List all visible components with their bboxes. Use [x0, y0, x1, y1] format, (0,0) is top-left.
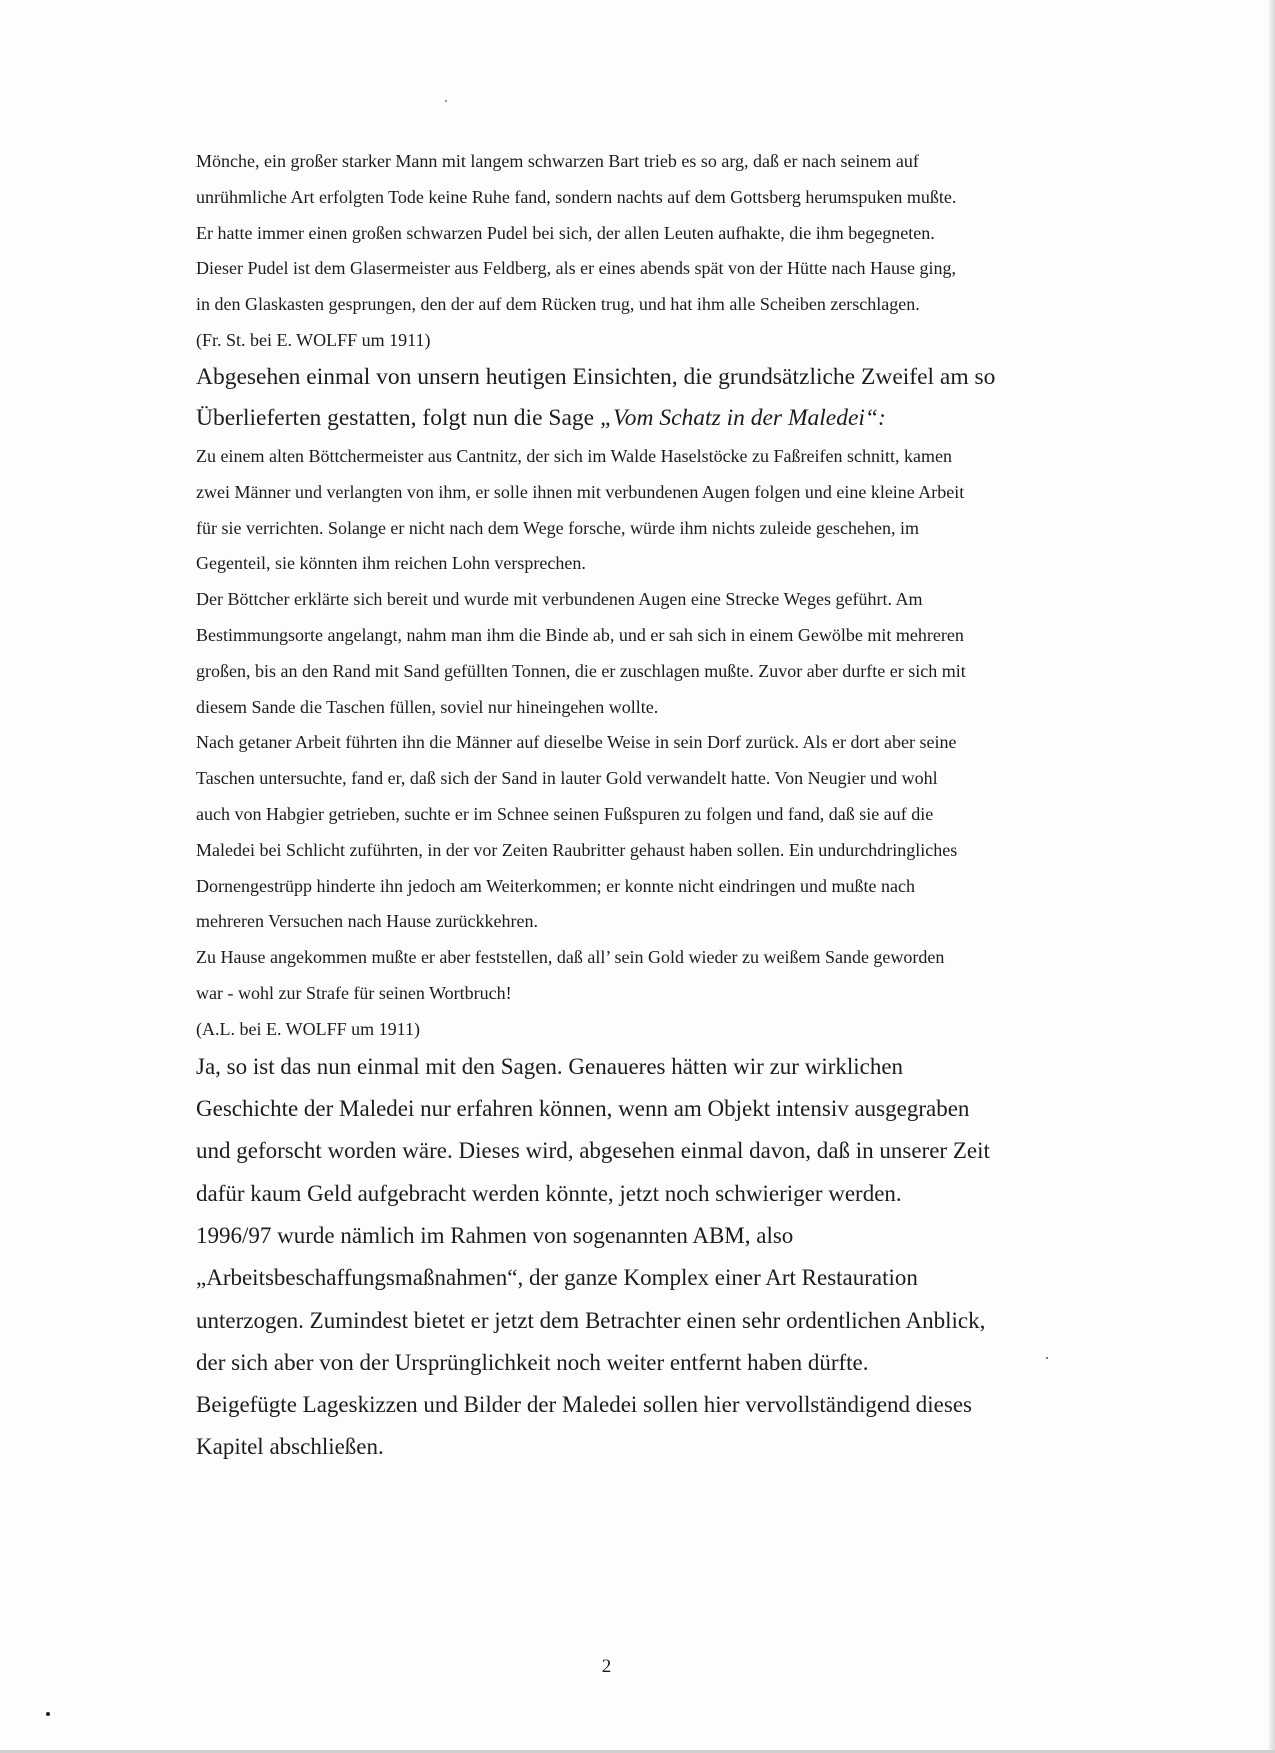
tale-paragraph: Zu Hause angekommen mußte er aber feststellen, daß all’ sein Gold wieder zu weißem Sande geworden war - wohl zur Strafe für seinen Wortbruch! [196, 947, 945, 1003]
scan-speck [445, 100, 447, 102]
transition-line [196, 398, 1096, 439]
tale-title: „Vom Schatz in der Maledei“: [599, 404, 886, 431]
closing-paragraph: Ja, so ist das nun einmal mit den Sagen. Genaueres hätten wir zur wirklichen Geschichte der Maledei nur erfahren können, wenn am Objekt intensiv ausgegraben und geforscht worden wäre. Dieses wird, abgesehen einmal davon, daß in unserer Zeit dafür kaum Geld aufgebracht werden könnte, jetzt noch schwieriger werden. 1996/97 wurde nämlich im Rahmen von sogenannten ABM, also „Arbeitsbeschaffungsmaßnahmen“, der ganze Komplex einer Art Restauration unterzogen. Zumindest bietet er jetzt dem Betrachter einen sehr ordentlichen Anblick, der sich aber von der Ursprünglichkeit noch weiter entfernt haben dürfte. Beigefügte Lageskizzen und Bilder der Maledei sollen hier vervollständigend dieses Kapitel abschließen. [196, 1053, 990, 1460]
tale-paragraph: Zu einem alten Böttchermeister aus Cantnitz, der sich im Walde Haselstöcke zu Faßreifen schnitt, kamen zwei Männer und verlangten von ihm, er solle ihnen mit verbundenen Augen folgen und eine kleine Arbeit für sie verrichten. Solange er nicht nach dem Wege forsche, würde ihm nichts zuleide geschehen, im Gegenteil, sie könnten ihm reichen Lohn versprechen. [196, 445, 965, 574]
text-line: Dieser Pudel ist dem Glasermeister aus Feldberg, als er eines abends spät von der Hütte nach Hause ging, [196, 258, 956, 279]
page-content [196, 144, 1096, 1469]
tale-paragraph: Der Böttcher erklärte sich bereit und wurde mit verbundenen Augen eine Strecke Weges geführt. Am Bestimmungsorte angelangt, nahm man ihm die Binde ab, und er sah sich in einem Gewölbe mit mehreren großen, bis an den Rand mit Sand gefüllten Tonnen, die er zuschlagen mußte. Zuvor aber durfte er sich mit diesem Sande die Taschen füllen, soviel nur hineingehen wollte. [196, 589, 966, 717]
text-line: Er hatte immer einen großen schwarzen Pudel bei sich, der allen Leuten aufhakte, die ihm begegneten. [196, 222, 935, 243]
closing-text [196, 1046, 1096, 1469]
scan-speck [1046, 1357, 1048, 1359]
text-line: Mönche, ein großer starker Mann mit langem schwarzen Bart trieb es so arg, daß er nach seinem auf [196, 151, 919, 171]
tale-text [196, 439, 1096, 1012]
source-citation: (Fr. St. bei E. WOLFF um 1911) [196, 329, 431, 350]
source-citation: (A.L. bei E. WOLFF um 1911) [196, 1018, 420, 1039]
text-line: in den Glaskasten gesprungen, den der auf dem Rücken trug, und hat ihm alle Scheiben zerschlagen. [196, 294, 920, 315]
text-line: unrühmliche Art erfolgten Tode keine Ruhe fand, sondern nachts auf dem Gottsberg herumspuken mußte. [196, 186, 957, 207]
transition-heading [196, 357, 1096, 439]
scan-speck [46, 1712, 50, 1716]
intro-paragraph [196, 144, 1096, 323]
scan-edge-shadow [1269, 0, 1275, 1753]
tale-paragraph: Nach getaner Arbeit führten ihn die Männer auf dieselbe Weise in sein Dorf zurück. Als er dort aber seine Taschen untersuchte, fand er, daß sich der Sand in lauter Gold verwandelt hatte. Von Neugier und wohl auch von Habgier getrieben, suchte er im Schnee seinen Fußspuren zu folgen und fand, daß sie auf die Maledei bei Schlicht zuführten, in der vor Zeiten Raubritter gehaust haben sollen. Ein undurchdringliches Dornengestrüpp hinderte ihn jedoch am Weiterkommen; er konnte nicht eindringen und mußte nach mehreren Versuchen nach Hause zurückkehren. [196, 732, 958, 932]
transition-prefix: Überlieferten gestatten, folgt nun die Sage [196, 404, 600, 431]
transition-line: Abgesehen einmal von unsern heutigen Einsichten, die grundsätzliche Zweifel am so [196, 363, 996, 390]
page-number: 2 [601, 1656, 612, 1677]
